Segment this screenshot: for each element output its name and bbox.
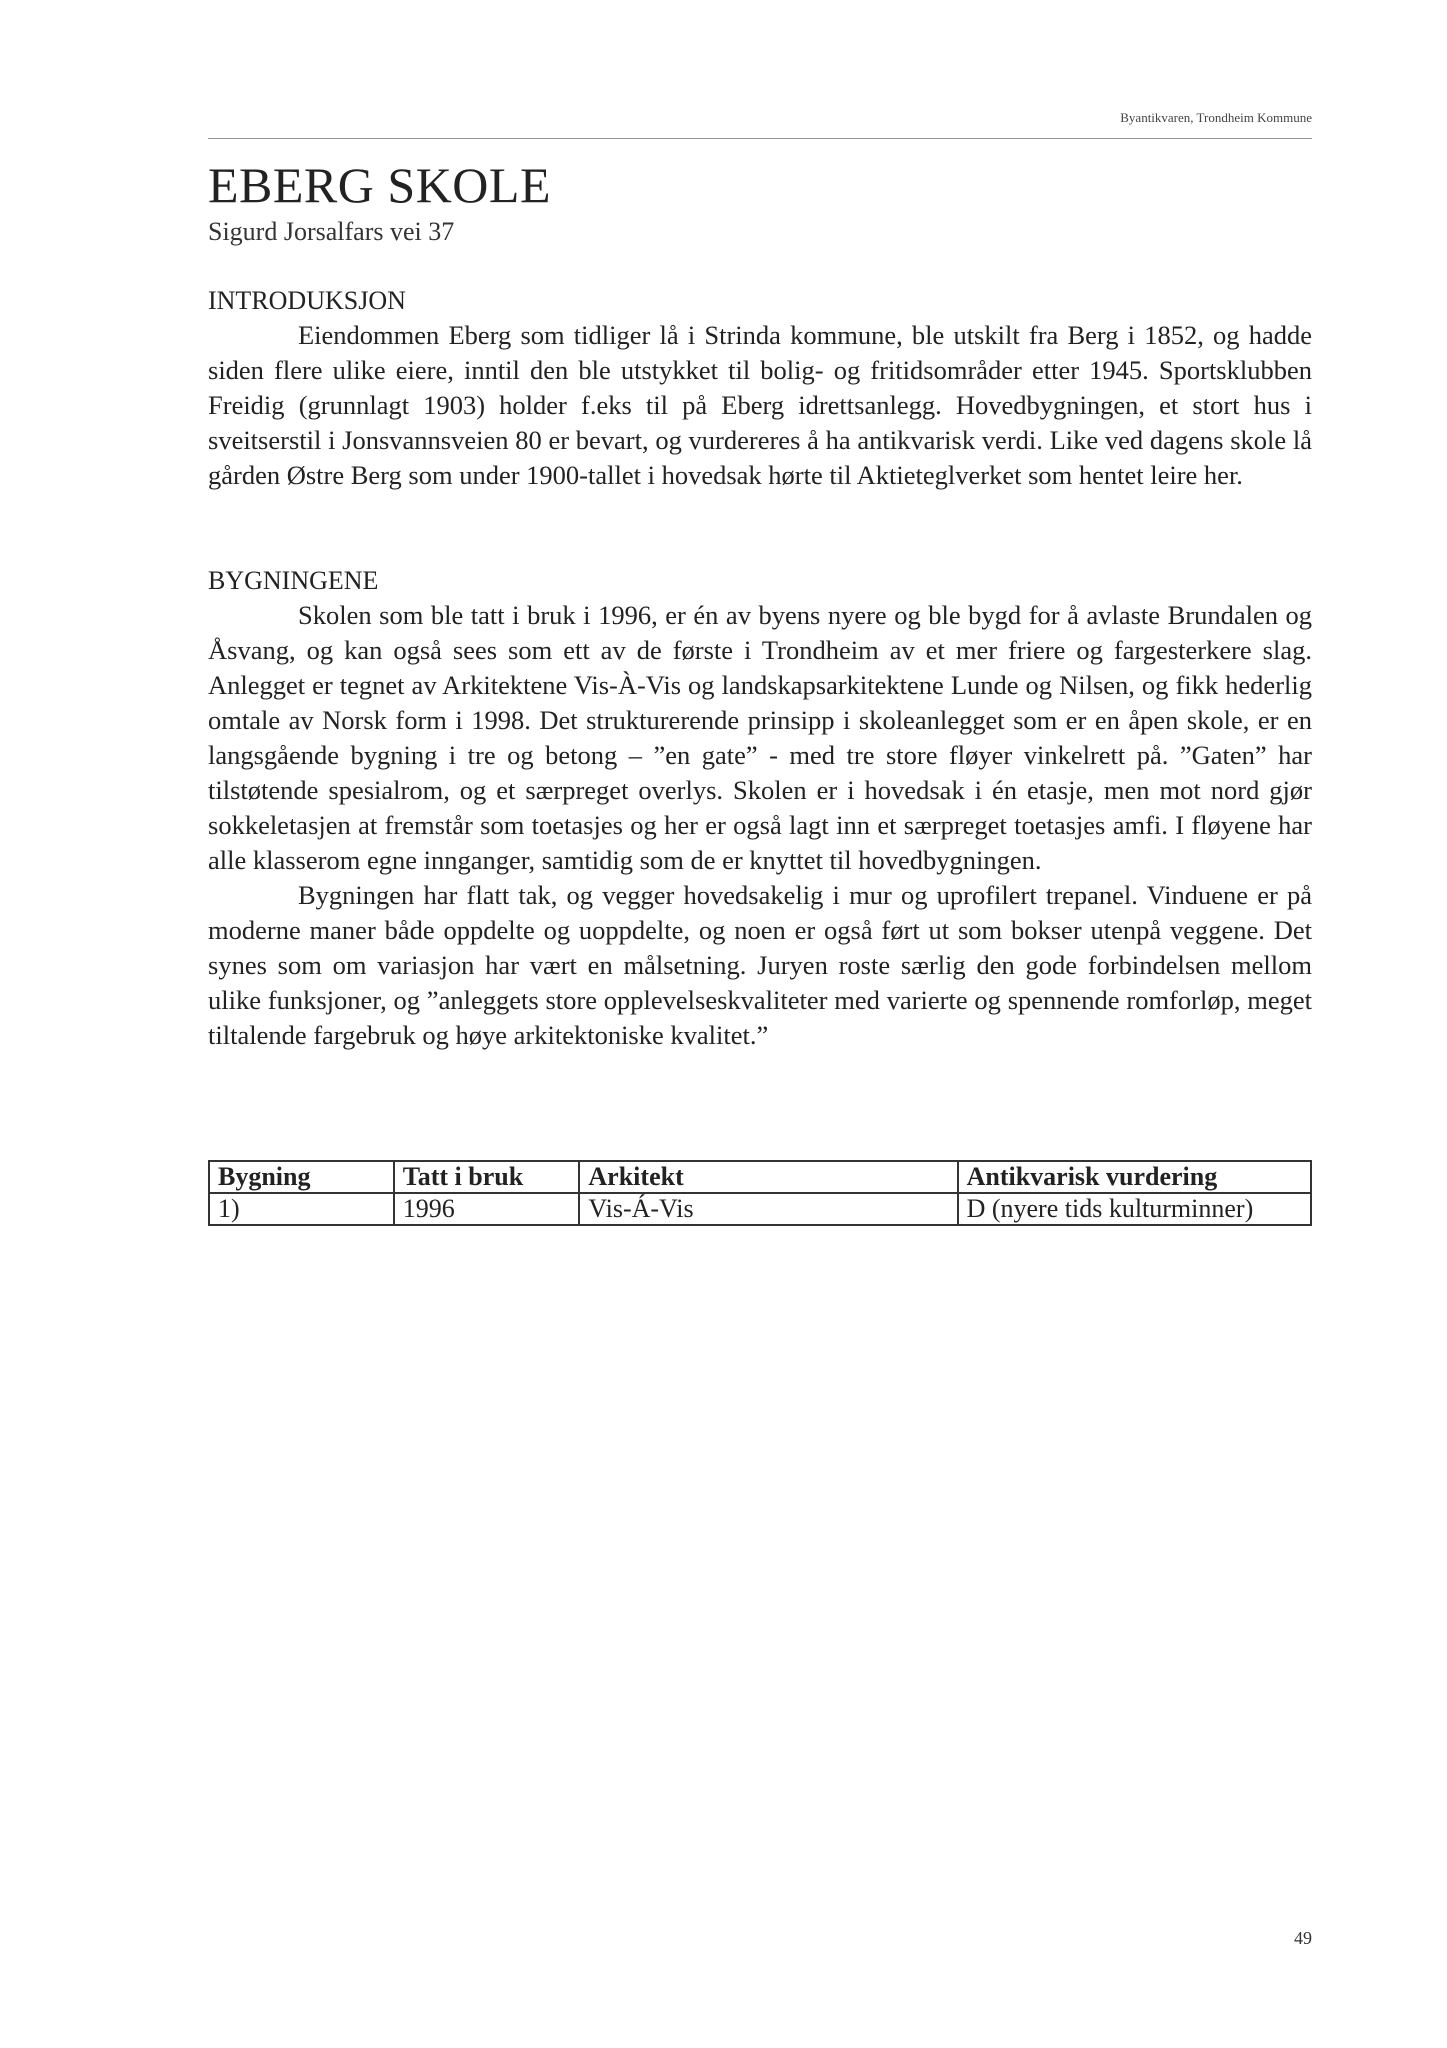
paragraph: Bygningen har flatt tak, og vegger hovedsakelig i mur og uprofilert trepanel. Vinduene er på moderne maner både oppdelte og uoppdelte, og noen er også ført ut som bokser utenpå veggene. Det synes som om variasjon har vært en målsetning. Juryen roste særlig den gode forbindelsen mellom ulike funksjoner, og ”anleggets store opplevelseskvaliteter med varierte og spennende romforløp, meget tiltalende fargebruk og høye arkitektoniske kvalitet.” bbox=[208, 880, 1312, 1050]
page-subtitle-address: Sigurd Jorsalfars vei 37 bbox=[208, 217, 455, 246]
table-cell: 1996 bbox=[394, 1193, 580, 1225]
paragraph: Eiendommen Eberg som tidliger lå i Strinda kommune, ble utskilt fra Berg i 1852, og hadde siden flere ulike eiere, inntil den ble utstykket til bolig- og fritidsområder etter 1945. Sportsklubben Freidig (grunnlagt 1903) holder f.eks til på Eberg idrettsanlegg. Hovedbygningen, et stort hus i sveitserstil i Jonsvannsveien 80 er bevart, og vurdereres å ha antikvarisk verdi. Like ved dagens skole lå gården Østre Berg som under 1900-tallet i hovedsak hørte til Aktieteglverket som hentet leire her. bbox=[208, 320, 1312, 490]
page-title: EBERG SKOLE bbox=[208, 157, 551, 213]
column-header: Arkitekt bbox=[579, 1161, 957, 1193]
building-table bbox=[208, 1160, 1312, 1226]
column-header: Antikvarisk vurdering bbox=[958, 1161, 1311, 1193]
section-introduksjon bbox=[208, 283, 1312, 493]
page-header-source: Byantikvaren, Trondheim Kommune bbox=[1120, 110, 1312, 125]
header-rule bbox=[208, 138, 1312, 139]
section-heading: BYGNINGENE bbox=[208, 566, 379, 595]
page-number: 49 bbox=[1294, 1928, 1312, 1948]
paragraph: Skolen som ble tatt i bruk i 1996, er én av byens nyere og ble bygd for å avlaste Brundalen og Åsvang, og kan også sees som ett av de første i Trondheim av et mer friere og fargesterkere slag. Anlegget er tegnet av Arkitektene Vis-À-Vis og landskapsarkitektene Lunde og Nilsen, og fikk hederlig omtale av Norsk form i 1998. Det strukturerende prinsipp i skoleanlegget som er en åpen skole, er en langsgående bygning i tre og betong – ”en gate” - med tre store fløyer vinkelrett på. ”Gaten” har tilstøtende spesialrom, og et særpreget overlys. Skolen er i hovedsak i én etasje, men mot nord gjør sokkeletasjen at fremstår som toetasjes og her er også lagt inn et særpreget toetasjes amfi. I fløyene har alle klasserom egne innganger, samtidig som de er knyttet til hovedbygningen. bbox=[208, 600, 1312, 875]
section-heading: INTRODUKSJON bbox=[208, 286, 406, 315]
table-cell: 1) bbox=[209, 1193, 394, 1225]
table-cell: D (nyere tids kulturminner) bbox=[958, 1193, 1311, 1225]
table-header-row bbox=[209, 1161, 1311, 1193]
section-bygningene bbox=[208, 563, 1312, 1053]
column-header: Bygning bbox=[209, 1161, 394, 1193]
table-cell: Vis-Á-Vis bbox=[579, 1193, 957, 1225]
column-header: Tatt i bruk bbox=[394, 1161, 580, 1193]
table-row bbox=[209, 1193, 1311, 1225]
